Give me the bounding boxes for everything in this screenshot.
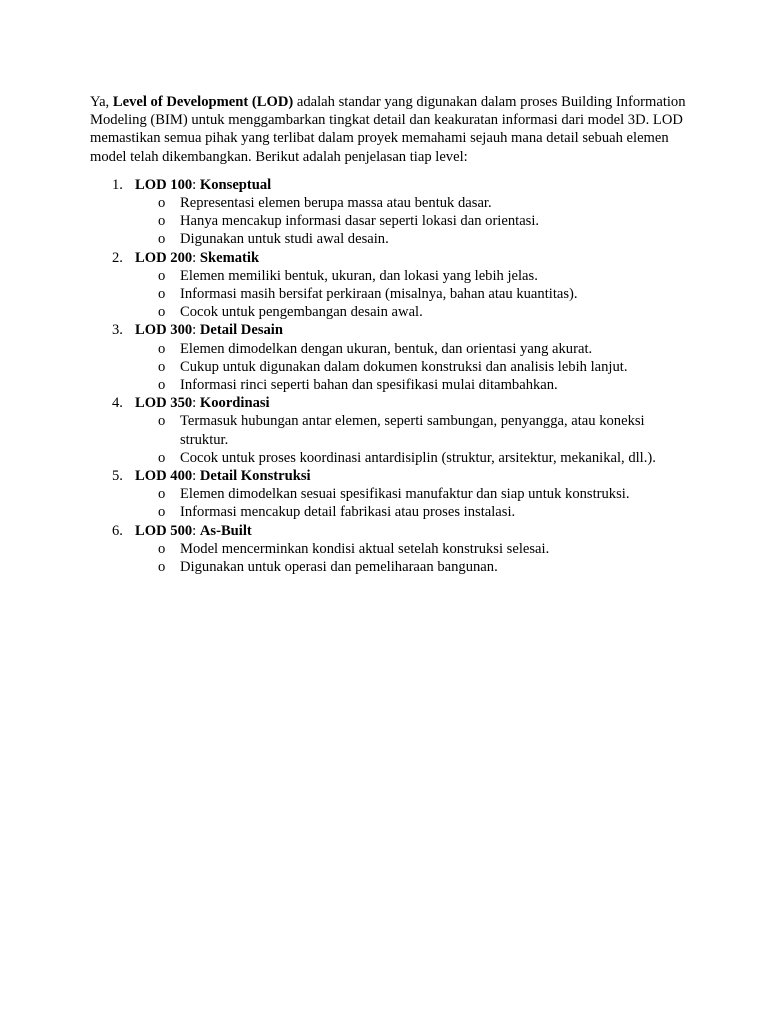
lod-separator: : — [192, 322, 200, 339]
lod-point — [135, 230, 690, 248]
lod-points-list — [135, 267, 690, 322]
lod-separator: : — [192, 395, 200, 412]
lod-point-text: Cocok untuk pengembangan desain awal. — [180, 304, 423, 321]
lod-number: 4. — [112, 395, 123, 412]
circle-bullet-icon: o — [158, 358, 166, 375]
lod-point-text: Representasi elemen berupa massa atau bentuk dasar. — [180, 195, 492, 212]
lod-code: LOD 500 — [135, 522, 193, 539]
circle-bullet-icon: o — [158, 540, 166, 557]
lod-item — [90, 467, 690, 522]
lod-points-list — [135, 485, 690, 521]
lod-name: Detail Desain — [199, 322, 283, 339]
lod-number: 3. — [112, 322, 123, 339]
lod-point-text: Hanya mencakup informasi dasar seperti lokasi dan orientasi. — [180, 213, 540, 230]
circle-bullet-icon: o — [158, 449, 166, 466]
lod-title — [135, 177, 271, 193]
lod-points-list — [135, 340, 690, 395]
lod-item — [90, 522, 690, 577]
lod-name: Detail Konstruksi — [199, 468, 311, 485]
lod-code: LOD 100 — [135, 176, 193, 193]
lod-points-list — [135, 412, 690, 467]
lod-title — [135, 523, 252, 539]
lod-number: 1. — [112, 176, 123, 193]
lod-points-list — [135, 194, 690, 249]
circle-bullet-icon: o — [158, 504, 166, 521]
intro-prefix: Ya, — [90, 94, 113, 110]
lod-point-text: Cukup untuk digunakan dalam dokumen konstruksi dan analisis lebih lanjut. — [180, 358, 628, 375]
lod-separator: : — [192, 468, 200, 485]
lod-point-text: Elemen dimodelkan dengan ukuran, bentuk, dan orientasi yang akurat. — [180, 340, 593, 357]
lod-number: 5. — [112, 468, 123, 485]
lod-point-text: Elemen memiliki bentuk, ukuran, dan lokasi yang lebih jelas. — [180, 267, 538, 284]
lod-title — [135, 468, 311, 484]
lod-point — [135, 212, 690, 230]
lod-point-text: Digunakan untuk studi awal desain. — [180, 231, 389, 248]
lod-separator: : — [192, 176, 200, 193]
document-page — [90, 93, 690, 576]
lod-point — [135, 558, 690, 576]
lod-point — [135, 503, 690, 521]
circle-bullet-icon: o — [158, 231, 166, 248]
lod-point — [135, 285, 690, 303]
lod-point — [135, 540, 690, 558]
lod-points-list — [135, 540, 690, 576]
lod-point — [135, 376, 690, 394]
circle-bullet-icon: o — [158, 304, 166, 321]
lod-name: Skematik — [199, 249, 260, 266]
lod-point — [135, 449, 690, 467]
lod-number: 2. — [112, 249, 123, 266]
lod-point-text: Elemen dimodelkan sesuai spesifikasi manufaktur dan siap untuk konstruksi. — [180, 486, 630, 503]
lod-code: LOD 400 — [135, 468, 193, 485]
lod-name: Koordinasi — [199, 395, 270, 412]
lod-point-text: Cocok untuk proses koordinasi antardisiplin (struktur, arsitektur, mekanikal, dll.). — [180, 449, 656, 466]
lod-code: LOD 350 — [135, 395, 193, 412]
lod-item — [90, 249, 690, 322]
lod-title — [135, 250, 259, 266]
lod-point — [135, 412, 690, 448]
lod-point-text: Informasi rinci seperti bahan dan spesifikasi mulai ditambahkan. — [180, 377, 558, 394]
lod-name: As-Built — [199, 522, 252, 539]
lod-point — [135, 194, 690, 212]
lod-point — [135, 303, 690, 321]
circle-bullet-icon: o — [158, 340, 166, 357]
circle-bullet-icon: o — [158, 267, 166, 284]
lod-title — [135, 395, 270, 411]
lod-point — [135, 340, 690, 358]
circle-bullet-icon: o — [158, 486, 166, 503]
lod-item — [90, 321, 690, 394]
lod-item — [90, 394, 690, 467]
lod-separator: : — [192, 249, 200, 266]
lod-separator: : — [192, 522, 200, 539]
circle-bullet-icon: o — [158, 213, 166, 230]
lod-item — [90, 176, 690, 249]
lod-point-text: Informasi masih bersifat perkiraan (misalnya, bahan atau kuantitas). — [180, 286, 578, 303]
lod-point-text: Model mencerminkan kondisi aktual setelah konstruksi selesai. — [180, 540, 550, 557]
lod-title — [135, 322, 283, 338]
lod-point — [135, 267, 690, 285]
circle-bullet-icon: o — [158, 559, 166, 576]
lod-name: Konseptual — [199, 176, 272, 193]
circle-bullet-icon: o — [158, 377, 166, 394]
lod-point-text: Digunakan untuk operasi dan pemeliharaan bangunan. — [180, 559, 498, 576]
lod-code: LOD 200 — [135, 249, 193, 266]
circle-bullet-icon: o — [158, 413, 166, 430]
lod-point-text: Termasuk hubungan antar elemen, seperti sambungan, penyangga, atau koneksi struktur. — [180, 413, 645, 448]
lod-code: LOD 300 — [135, 322, 193, 339]
lod-point — [135, 358, 690, 376]
intro-text: adalah standar yang digunakan dalam proses Building Information Modeling (BIM) untuk menggambarkan tingkat detail dan keakuratan informasi dari model 3D. LOD memastikan semua pihak yang terlibat dalam proyek memahami sejauh mana detail sebuah elemen model telah dikembangkan. Berikut adalah penjelasan tiap level: — [90, 94, 686, 165]
lod-point — [135, 485, 690, 503]
circle-bullet-icon: o — [158, 195, 166, 212]
intro-bold-term: Level of Development (LOD) — [112, 94, 294, 110]
lod-point-text: Informasi mencakup detail fabrikasi atau proses instalasi. — [180, 504, 516, 521]
circle-bullet-icon: o — [158, 286, 166, 303]
lod-number: 6. — [112, 522, 123, 539]
lod-list — [90, 176, 690, 576]
intro-paragraph — [90, 93, 690, 166]
